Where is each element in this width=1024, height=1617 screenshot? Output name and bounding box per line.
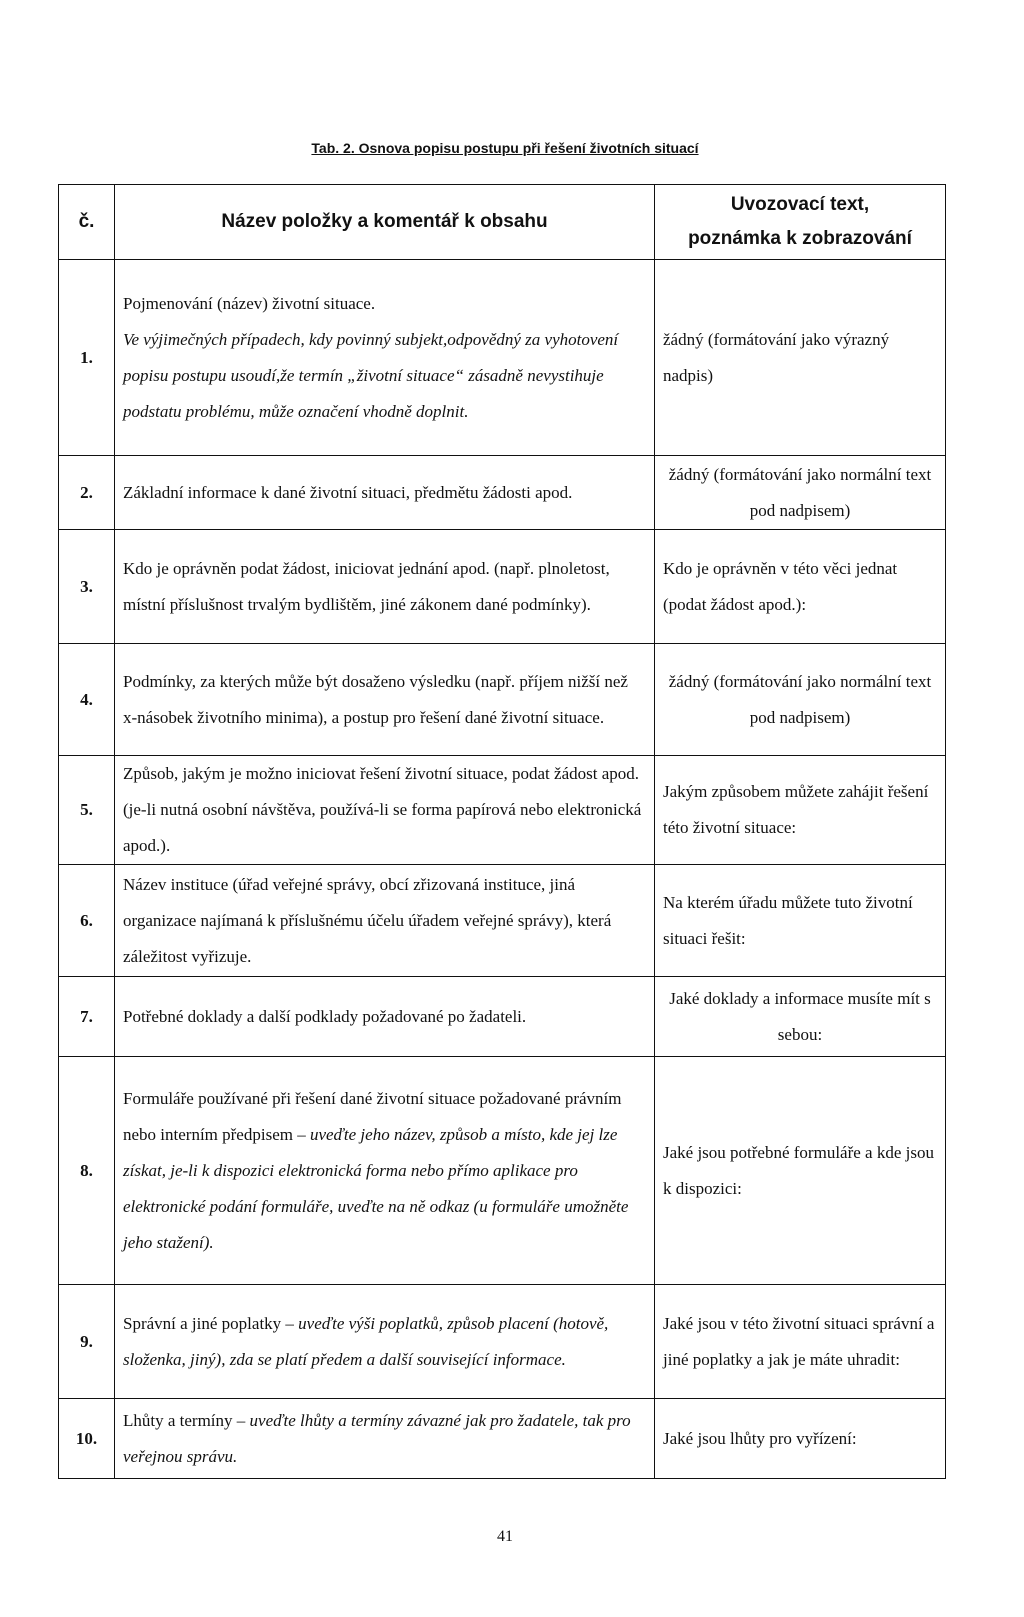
row-number: 9. bbox=[59, 1285, 115, 1399]
row-item-text bbox=[115, 1057, 655, 1285]
table-row bbox=[59, 756, 946, 865]
row-item-text: Název instituce (úřad veřejné správy, obcí zřizovaná instituce, jiná organizace najímaná k příslušnému účelu úřadem veřejné správy), která záležitost vyřizuje. bbox=[115, 865, 655, 977]
row-item-text: Kdo je oprávněn podat žádost, iniciovat jednání apod. (např. plnoletost, místní příslušnost trvalým bydlištěm, jiné zákonem dané podmínky). bbox=[115, 530, 655, 644]
row-intro-text: Jakým způsobem můžete zahájit řešení této životní situace: bbox=[655, 756, 946, 865]
table-row bbox=[59, 530, 946, 644]
row-intro-text: Kdo je oprávněn v této věci jednat (podat žádost apod.): bbox=[655, 530, 946, 644]
table-row bbox=[59, 644, 946, 756]
row-number: 5. bbox=[59, 756, 115, 865]
table-row bbox=[59, 1285, 946, 1399]
header-intro-text bbox=[655, 185, 946, 260]
row-item-text: Potřebné doklady a další podklady požadované po žadateli. bbox=[115, 977, 655, 1057]
header-row bbox=[59, 185, 946, 260]
header-number: č. bbox=[59, 185, 115, 260]
row-number: 4. bbox=[59, 644, 115, 756]
table-caption: Tab. 2. Osnova popisu postupu při řešení životních situací bbox=[311, 140, 699, 156]
row-item-text bbox=[115, 1285, 655, 1399]
table-row bbox=[59, 456, 946, 530]
table-row bbox=[59, 977, 946, 1057]
table-row bbox=[59, 865, 946, 977]
row-item-text: Podmínky, za kterých může být dosaženo výsledku (např. příjem nižší než x-násobek životního minima), a postup pro řešení dané životní situace. bbox=[115, 644, 655, 756]
row-intro-text: žádný (formátování jako normální text pod nadpisem) bbox=[655, 644, 946, 756]
row-item-text: Způsob, jakým je možno iniciovat řešení životní situace, podat žádost apod. (je-li nutná osobní návštěva, používá-li se forma papírová nebo elektronická apod.). bbox=[115, 756, 655, 865]
row-item-main: Pojmenování (název) životní situace. bbox=[123, 293, 376, 313]
row-number: 1. bbox=[59, 260, 115, 456]
row-item-main: Formuláře používané při řešení dané životní situace požadované právním nebo interním předpisem – bbox=[123, 1088, 622, 1144]
header-item-name: Název položky a komentář k obsahu bbox=[115, 185, 655, 260]
row-item-note: uveďte lhůty a termíny závazné jak pro žadatele, tak pro veřejnou správu. bbox=[123, 1410, 631, 1466]
row-intro-text: žádný (formátování jako normální text pod nadpisem) bbox=[655, 456, 946, 530]
row-intro-text: Jaké jsou v této životní situaci správní a jiné poplatky a jak je máte uhradit: bbox=[655, 1285, 946, 1399]
row-item-main: Lhůty a termíny – bbox=[123, 1410, 246, 1430]
row-item-note: Ve výjimečných případech, kdy povinný subjekt,odpovědný za vyhotovení popisu postupu usoudí,že termín „životní situace“ zásadně nevystihuje podstatu problému, může označení vhodně doplnit. bbox=[123, 329, 619, 421]
row-intro-text: žádný (formátování jako výrazný nadpis) bbox=[655, 260, 946, 456]
row-number: 10. bbox=[59, 1399, 115, 1479]
row-number: 6. bbox=[59, 865, 115, 977]
row-number: 2. bbox=[59, 456, 115, 530]
table-row bbox=[59, 260, 946, 456]
header-intro-line-1: Uvozovací text, bbox=[730, 194, 870, 215]
row-item-note: uveďte jeho název, způsob a místo, kde jej lze získat, je-li k dispozici elektronická forma nebo přímo aplikace pro elektronické podání formuláře, uveďte na ně odkaz (u formuláře umožněte jeho stažení). bbox=[123, 1124, 629, 1252]
table-row bbox=[59, 1399, 946, 1479]
row-item-text bbox=[115, 260, 655, 456]
row-item-text bbox=[115, 1399, 655, 1479]
header-intro-line-2: poznámka k zobrazování bbox=[688, 228, 912, 249]
row-item-text: Základní informace k dané životní situaci, předmětu žádosti apod. bbox=[115, 456, 655, 530]
row-intro-text: Jaké jsou lhůty pro vyřízení: bbox=[655, 1399, 946, 1479]
row-intro-text: Jaké doklady a informace musíte mít s sebou: bbox=[655, 977, 946, 1057]
row-intro-text: Jaké jsou potřebné formuláře a kde jsou k dispozici: bbox=[655, 1057, 946, 1285]
outline-table bbox=[58, 184, 946, 1479]
row-number: 7. bbox=[59, 977, 115, 1057]
row-item-note: uveďte výši poplatků, způsob placení (hotově, složenka, jiný), zda se platí předem a další související informace. bbox=[123, 1313, 609, 1369]
row-intro-text: Na kterém úřadu můžete tuto životní situaci řešit: bbox=[655, 865, 946, 977]
row-number: 8. bbox=[59, 1057, 115, 1285]
row-number: 3. bbox=[59, 530, 115, 644]
row-item-main: Správní a jiné poplatky – bbox=[123, 1313, 294, 1333]
page-number: 41 bbox=[497, 1528, 513, 1545]
table-row bbox=[59, 1057, 946, 1285]
